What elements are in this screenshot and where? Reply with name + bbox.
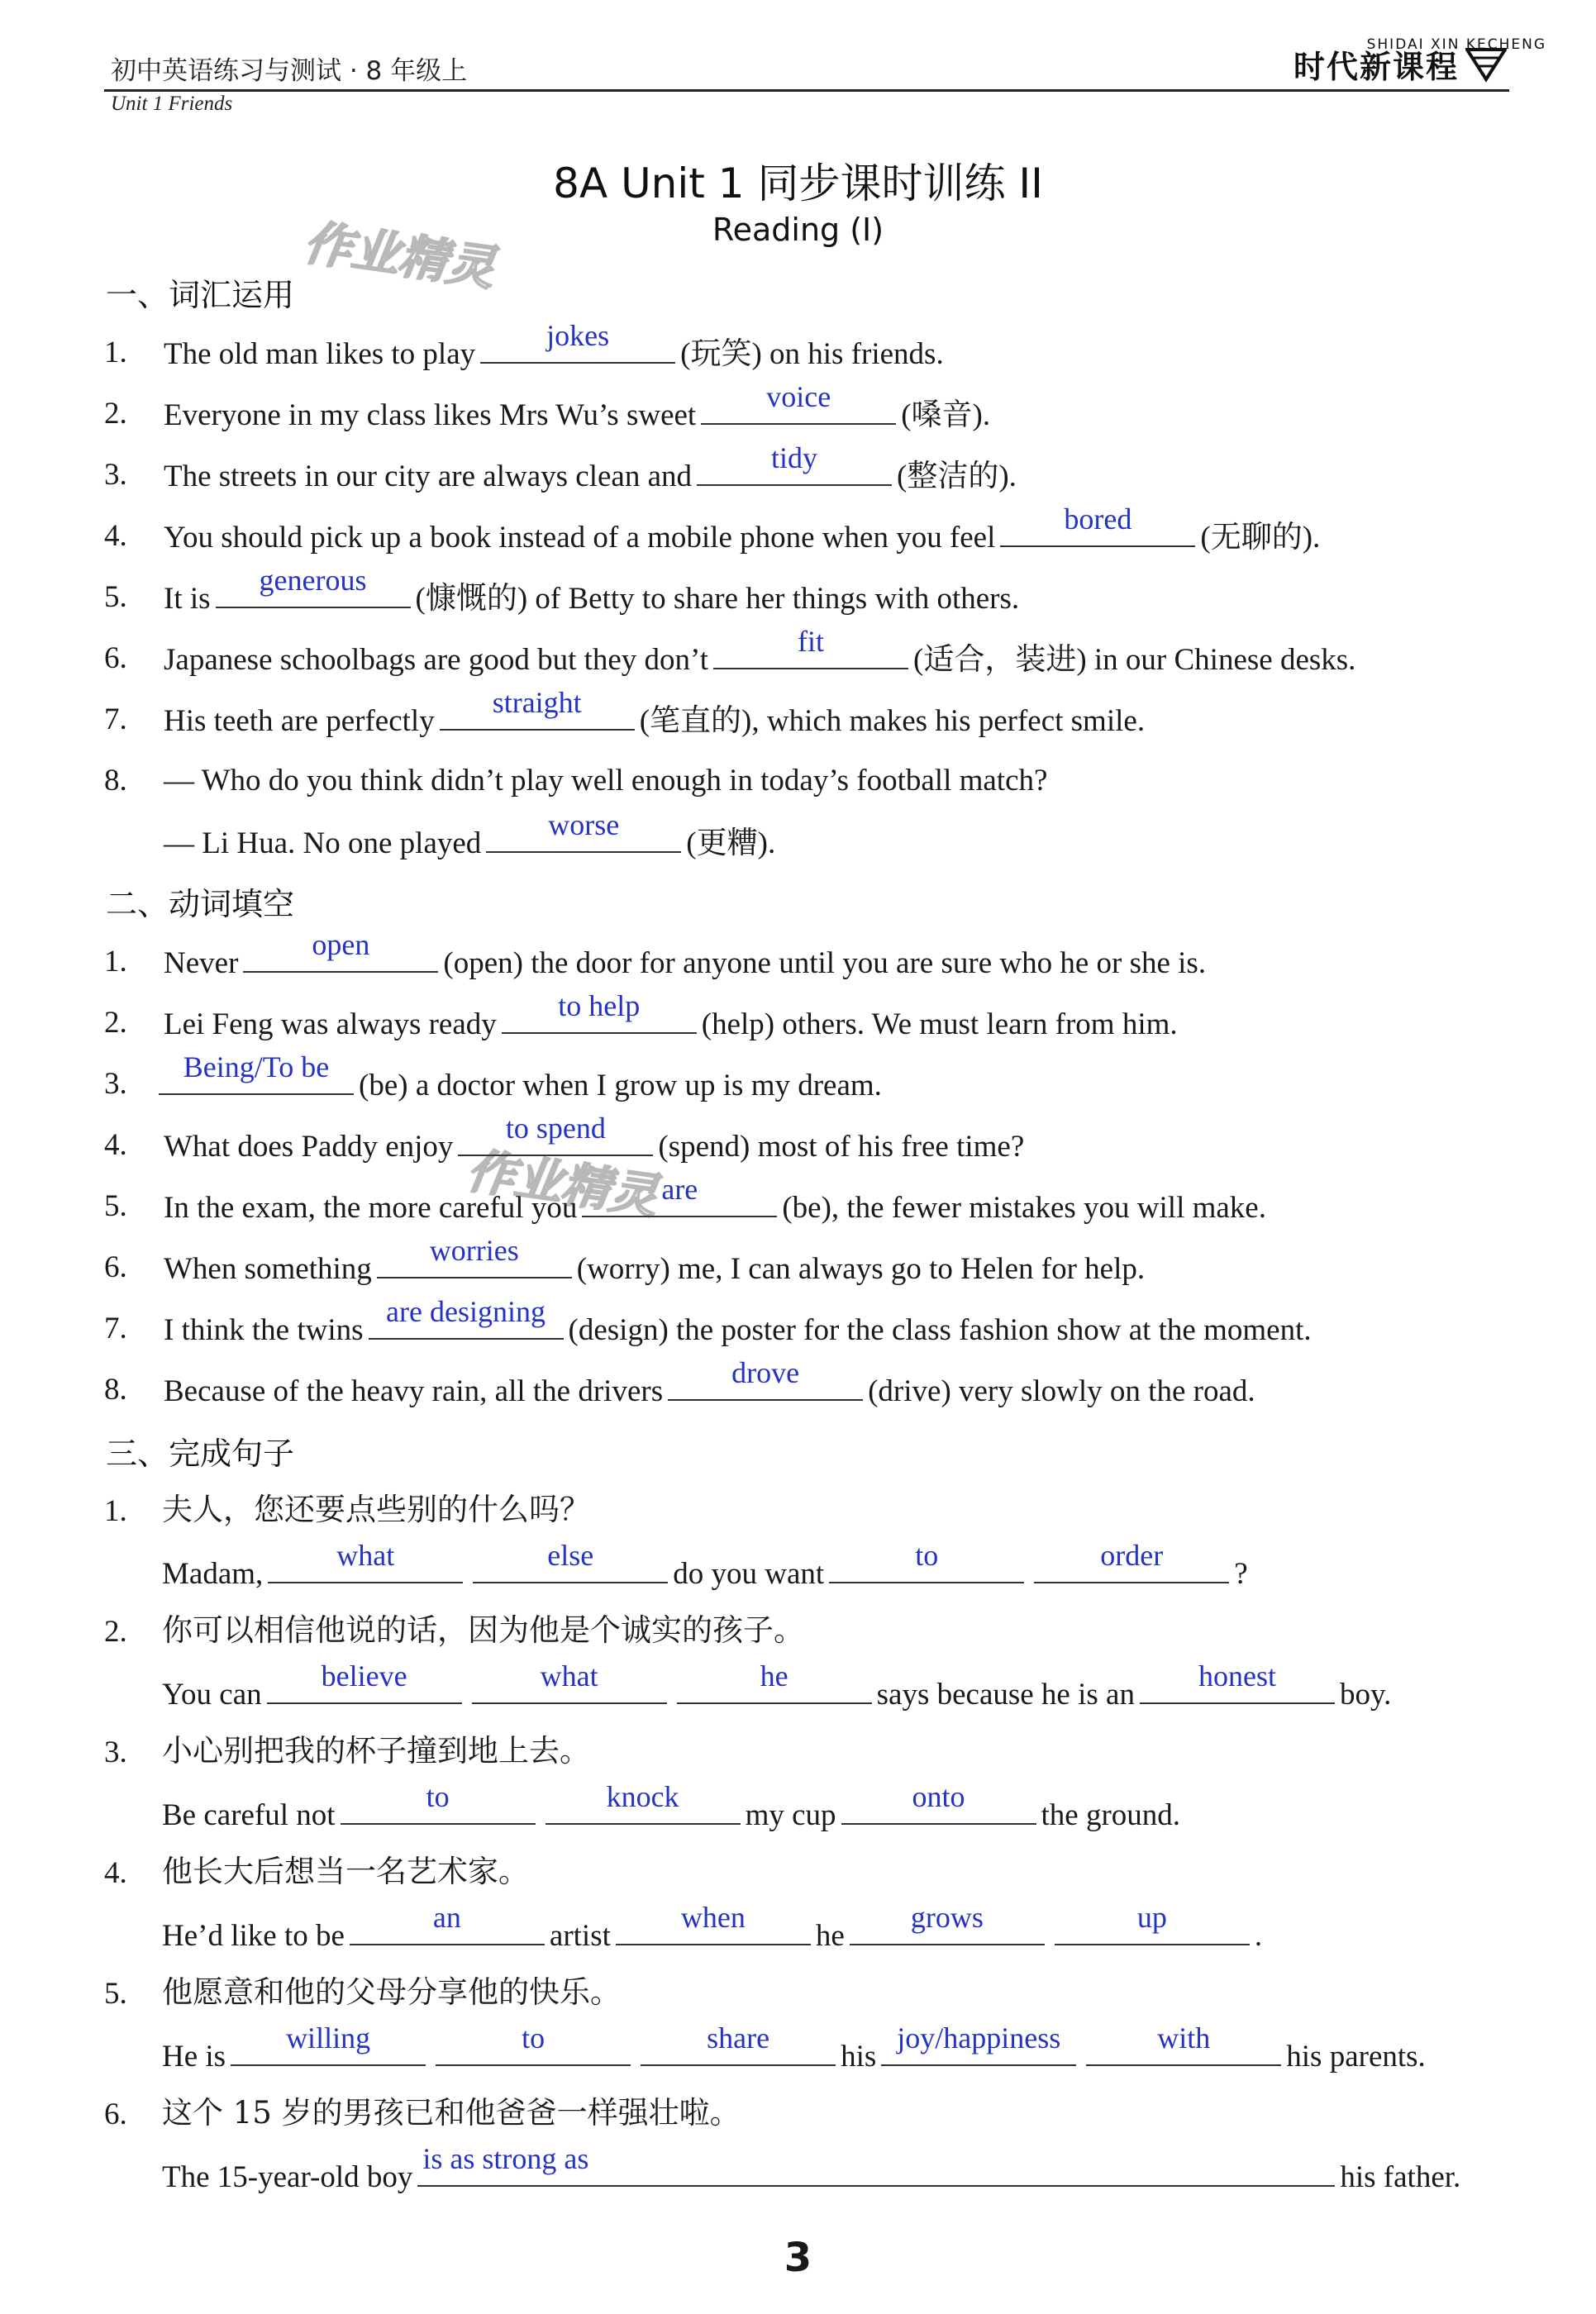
question-number: 3. <box>104 1736 127 1769</box>
answer-blank[interactable] <box>697 441 892 486</box>
question-line <box>164 989 1178 1041</box>
question-text: (嗓音). <box>901 398 991 432</box>
section-heading-verbs: 二、动词填空 <box>106 886 295 922</box>
answer-blank[interactable] <box>1000 502 1195 547</box>
question-number: 4. <box>104 1128 127 1162</box>
chinese-prompt: 他愿意和他的父母分享他的快乐。 <box>162 1974 621 2010</box>
question-number: 4. <box>104 1856 127 1890</box>
question-text: (适合，装进) in our Chinese desks. <box>913 643 1356 677</box>
answer: straight <box>492 686 582 719</box>
answer: to spend <box>505 1112 606 1145</box>
chinese-prompt: 这个 15 岁的男孩已和他爸爸一样强壮啦。 <box>162 2095 741 2131</box>
sentence-line <box>162 2021 1426 2074</box>
chinese-prompt: 他长大后想当一名艺术家。 <box>162 1854 529 1889</box>
answer-blank[interactable] <box>502 989 697 1034</box>
answer-blank[interactable] <box>1055 1901 1250 1945</box>
question-text: (open) the door for anyone until you are sure who he or she is. <box>443 946 1207 980</box>
answer: voice <box>766 380 831 413</box>
question-number: 2. <box>104 1615 127 1649</box>
watermark: 作业精灵 <box>463 1142 661 1225</box>
answer: joy/happiness <box>897 2021 1061 2055</box>
answer: honest <box>1198 1659 1276 1693</box>
question-text: Lei Feng was always ready <box>164 1007 497 1041</box>
answer: is as strong as <box>422 2142 589 2175</box>
answer: worse <box>548 808 620 841</box>
sentence-text: his father. <box>1340 2160 1461 2194</box>
answer: fit <box>798 625 824 658</box>
answer: generous <box>259 564 367 597</box>
sentence-text: he <box>815 1919 845 1953</box>
question-number: 1. <box>104 945 127 978</box>
page-number: 3 <box>784 2235 812 2281</box>
question-number: 5. <box>104 1189 127 1223</box>
question-number: 1. <box>104 1494 127 1528</box>
question-text: (spend) most of his free time? <box>658 1130 1025 1164</box>
question-number: 6. <box>104 1250 127 1284</box>
answer: share <box>707 2021 770 2055</box>
sentence-text: Madam, <box>162 1557 264 1591</box>
answer-blank[interactable] <box>850 1901 1045 1945</box>
watermark: 作业精灵 <box>300 214 498 297</box>
question-text: (be), the fewer mistakes you will make. <box>782 1191 1266 1225</box>
answer-blank[interactable] <box>231 2021 426 2066</box>
sentence-line <box>162 2142 1461 2194</box>
question-text: The old man likes to play <box>164 337 476 371</box>
question-text: In the exam, the more careful you <box>164 1191 578 1225</box>
question-text: (更糟). <box>686 826 776 860</box>
answer-blank[interactable] <box>458 1112 653 1156</box>
answer-blank[interactable] <box>616 1901 811 1945</box>
brand-pinyin: SHIDAI XIN KECHENG <box>1366 36 1546 53</box>
answer: jokes <box>546 319 610 352</box>
question-number: 3. <box>104 458 127 492</box>
question-text: Japanese schoolbags are good but they don’t <box>164 643 708 677</box>
answer: knock <box>606 1780 679 1813</box>
question-number: 1. <box>104 336 127 369</box>
question-number: 7. <box>104 1312 127 1345</box>
question-line <box>164 564 1020 616</box>
question-text: Everyone in my class likes Mrs Wu’s sweet <box>164 398 697 432</box>
answer: bored <box>1064 502 1132 536</box>
sentence-line <box>162 1780 1181 1832</box>
answer-blank[interactable] <box>545 1780 741 1825</box>
sentence-line <box>162 1539 1248 1591</box>
question-line <box>164 686 1146 738</box>
unit-label: Unit 1 Friends <box>111 93 233 115</box>
answer-blank[interactable] <box>668 1356 863 1401</box>
question-text: — Li Hua. No one played <box>164 826 482 860</box>
question-number: 7. <box>104 702 127 736</box>
section-heading-vocab: 一、词汇运用 <box>106 277 295 313</box>
sentence-text: the ground. <box>1041 1798 1181 1832</box>
answer-blank[interactable] <box>473 1539 668 1583</box>
answer: willing <box>286 2021 371 2055</box>
answer-blank[interactable] <box>243 928 438 973</box>
question-number: 8. <box>104 764 127 798</box>
answer-blank[interactable] <box>582 1173 777 1217</box>
question-text: (无聊的). <box>1200 521 1321 555</box>
answer-blank[interactable] <box>417 2142 1335 2187</box>
question-text: The streets in our city are always clean and <box>164 459 693 493</box>
question-line <box>164 625 1356 677</box>
answer: drove <box>731 1356 800 1389</box>
header-rule <box>104 89 1509 92</box>
answer-blank[interactable] <box>1140 1659 1335 1704</box>
question-line <box>164 502 1321 555</box>
answer: open <box>312 928 370 961</box>
question-text: (整洁的). <box>897 459 1017 493</box>
answer: what <box>540 1659 598 1693</box>
answer-blank[interactable] <box>159 1050 354 1095</box>
page-title: 8A Unit 1 同步课时训练 II <box>553 160 1043 207</box>
question-line <box>164 1234 1146 1286</box>
sentence-line <box>162 1901 1263 1953</box>
answer: grows <box>910 1901 984 1934</box>
question-line <box>159 1050 882 1102</box>
answer: an <box>432 1901 461 1934</box>
answer: are designing <box>386 1295 545 1328</box>
question-number: 3. <box>104 1067 127 1101</box>
page-subtitle: Reading (I) <box>712 212 884 248</box>
sentence-text: artist <box>549 1919 611 1953</box>
question-number: 6. <box>104 2097 127 2131</box>
answer-blank[interactable] <box>677 1659 872 1704</box>
sentence-text: do you want <box>673 1557 825 1591</box>
answer-blank[interactable] <box>1034 1539 1229 1583</box>
chinese-prompt: 小心别把我的杯子撞到地上去。 <box>162 1733 590 1769</box>
answer-blank[interactable] <box>350 1901 545 1945</box>
chinese-prompt: 夫人，您还要点些别的什么吗？ <box>162 1492 590 1527</box>
question-text: (be) a doctor when I grow up is my dream. <box>359 1069 882 1102</box>
question-text: (笔直的), which makes his perfect smile. <box>639 704 1146 738</box>
sentence-text: You can <box>162 1678 262 1712</box>
question-line <box>164 808 776 860</box>
question-line <box>164 928 1207 980</box>
question-text: Never <box>164 946 239 980</box>
answer: else <box>547 1539 594 1572</box>
answer: believe <box>321 1659 407 1693</box>
question-line <box>164 319 944 371</box>
question-line <box>164 1356 1255 1408</box>
answer-blank[interactable] <box>268 1539 463 1583</box>
question-number: 2. <box>104 397 127 431</box>
question-text: (drive) very slowly on the road. <box>868 1374 1255 1408</box>
sentence-text: He is <box>162 2040 226 2074</box>
sentence-text: his <box>841 2040 877 2074</box>
book-title: 初中英语练习与测试 · 8 年级上 <box>111 56 468 86</box>
question-text: It is <box>164 582 211 616</box>
question-text: Because of the heavy rain, all the drivers <box>164 1374 664 1408</box>
answer-blank[interactable] <box>486 808 681 853</box>
question-number: 5. <box>104 580 127 614</box>
chinese-prompt: 你可以相信他说的话，因为他是个诚实的孩子。 <box>162 1612 804 1648</box>
answer: to <box>426 1780 450 1813</box>
question-text: You should pick up a book instead of a mobile phone when you feel <box>164 521 996 555</box>
question-text: I think the twins <box>164 1313 364 1347</box>
answer: to help <box>558 989 641 1022</box>
answer: Being/To be <box>183 1050 330 1083</box>
sentence-text: . <box>1254 1919 1263 1953</box>
answer: worries <box>429 1234 519 1267</box>
answer-blank[interactable] <box>881 2021 1076 2066</box>
answer-blank[interactable] <box>377 1234 572 1278</box>
brand-name: 时代新课程 <box>1293 49 1459 85</box>
answer-blank[interactable] <box>436 2021 631 2066</box>
question-line <box>164 441 1017 493</box>
question-line <box>164 380 991 432</box>
answer-blank[interactable] <box>829 1539 1024 1583</box>
question-text: (慷慨的) of Betty to share her things with others. <box>415 582 1020 616</box>
question-text: (worry) me, I can always go to Helen for help. <box>576 1252 1146 1286</box>
answer: with <box>1157 2021 1211 2055</box>
answer: order <box>1100 1539 1164 1572</box>
answer-blank[interactable] <box>369 1295 564 1340</box>
answer-blank[interactable] <box>472 1659 667 1704</box>
sentence-text: my cup <box>745 1798 836 1832</box>
answer: when <box>680 1901 746 1934</box>
answer: what <box>336 1539 395 1572</box>
question-text: — Who do you think didn’t play well enough in today’s football match? <box>164 764 1048 798</box>
sentence-line <box>162 1659 1392 1712</box>
question-number: 2. <box>104 1006 127 1040</box>
answer-blank[interactable] <box>216 564 411 608</box>
answer: onto <box>912 1780 965 1813</box>
question-number: 5. <box>104 1977 127 2011</box>
sentence-text: Be careful not <box>162 1798 336 1832</box>
question-text: (玩笑) on his friends. <box>680 337 944 371</box>
answer-blank[interactable] <box>341 1780 536 1825</box>
question-text: What does Paddy enjoy <box>164 1130 454 1164</box>
question-number: 6. <box>104 641 127 675</box>
answer-blank[interactable] <box>267 1659 462 1704</box>
question-line <box>164 1295 1312 1347</box>
question-line <box>164 1112 1025 1164</box>
question-text: (help) others. We must learn from him. <box>701 1007 1178 1041</box>
answer-blank[interactable] <box>641 2021 836 2066</box>
sentence-text: The 15-year-old boy <box>162 2160 413 2194</box>
sentence-text: says because he is an <box>876 1678 1135 1712</box>
answer: up <box>1136 1901 1167 1934</box>
answer-blank[interactable] <box>841 1780 1036 1825</box>
answer-blank[interactable] <box>480 319 675 364</box>
sentence-text: boy. <box>1339 1678 1392 1712</box>
answer: to <box>522 2021 545 2055</box>
question-text: (design) the poster for the class fashion show at the moment. <box>568 1313 1312 1347</box>
question-text: His teeth are perfectly <box>164 704 435 738</box>
answer-blank[interactable] <box>440 686 635 731</box>
answer: he <box>760 1659 788 1693</box>
question-line <box>164 765 1047 796</box>
sentence-text: He’d like to be <box>162 1919 345 1953</box>
question-number: 4. <box>104 519 127 553</box>
answer-blank[interactable] <box>1086 2021 1281 2066</box>
answer-blank[interactable] <box>701 380 896 425</box>
section-heading-sentences: 三、完成句子 <box>106 1436 295 1472</box>
sentence-text: his parents. <box>1286 2040 1426 2074</box>
question-number: 8. <box>104 1373 127 1407</box>
answer: are <box>661 1173 698 1206</box>
answer: to <box>915 1539 939 1572</box>
sentence-text: ? <box>1234 1557 1248 1591</box>
question-text: When something <box>164 1252 372 1286</box>
answer: tidy <box>771 441 818 474</box>
answer-blank[interactable] <box>713 625 908 669</box>
